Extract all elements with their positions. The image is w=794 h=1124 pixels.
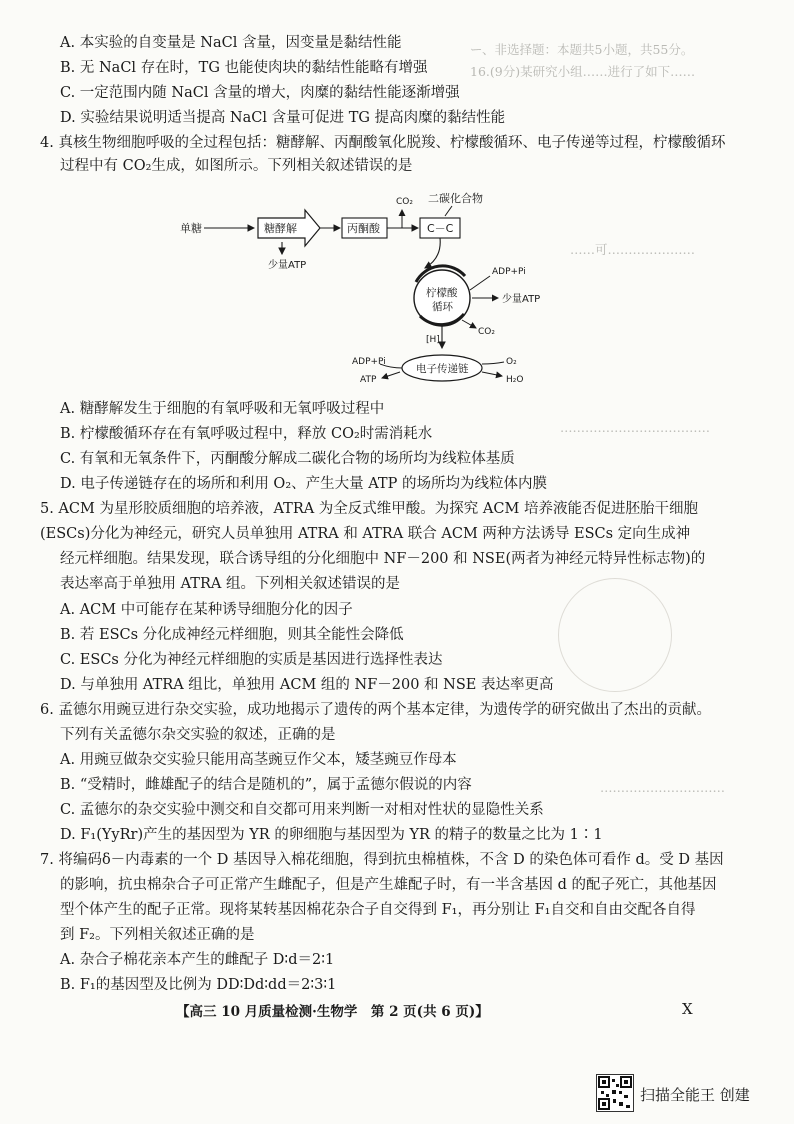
- option-line: C. 一定范围内随 NaCl 含量的增大，肉糜的黏结性能逐渐增强: [60, 85, 460, 101]
- question-stem: 5. ACM 为星形胶质细胞的培养液，ATRA 为全反式维甲酸。为探究 ACM 培养液能否促进胚胎干细胞: [40, 501, 698, 517]
- label-o2: O₂: [506, 357, 517, 367]
- option-line: B. 无 NaCl 存在时，TG 也能使肉块的黏结性能略有增强: [60, 60, 428, 76]
- bleed-through-text: …………………………: [600, 780, 725, 795]
- option-line: A. 本实验的自变量是 NaCl 含量，因变量是黏结性能: [60, 35, 402, 51]
- question-stem: 到 F₂。下列相关叙述正确的是: [60, 927, 255, 943]
- option-line: D. 与单独用 ATRA 组比，单独用 ACM 组的 NF－200 和 NSE 表达率更高: [60, 677, 554, 693]
- question-stem: 经元样细胞。结果发现，联合诱导组的分化细胞中 NF－200 和 NSE(两者为神经元特异性标志物)的: [60, 551, 706, 567]
- bleed-through-text: ……可…………………: [570, 242, 696, 257]
- label-small-atp-1: 少量ATP: [268, 260, 307, 271]
- label-h2o: H₂O: [506, 375, 524, 385]
- option-line: C. 有氧和无氧条件下，丙酮酸分解成二碳化合物的场所均为线粒体基质: [60, 451, 515, 467]
- bleed-through-text: ー、非选择题：本题共5小题，共55分。: [470, 42, 694, 57]
- label-c-c: C－C: [427, 222, 454, 235]
- label-co2-top: CO₂: [396, 197, 413, 207]
- option-line: A. 用豌豆做杂交实验只能用高茎豌豆作父本，矮茎豌豆作母本: [60, 752, 457, 768]
- option-line: C. ESCs 分化为神经元样细胞的实质是基因进行选择性表达: [60, 652, 443, 668]
- label-two-carbon-compound: 二碳化合物: [428, 192, 483, 205]
- question-stem: 7. 将编码δ－内毒素的一个 D 基因导入棉花细胞，得到抗虫棉植株，不含 D 的染色体可看作 d。受 D 基因: [40, 852, 724, 868]
- respiration-diagram: [180, 186, 580, 391]
- label-h: [H]: [426, 335, 440, 345]
- option-line: A. 糖酵解发生于细胞的有氧呼吸和无氧呼吸过程中: [60, 401, 385, 417]
- page-footer: 【高三 10 月质量检测·生物学 第 2 页(共 6 页)】: [176, 1004, 489, 1020]
- label-co2-mid: CO₂: [478, 327, 495, 337]
- label-small-atp-2: 少量ATP: [502, 294, 541, 305]
- label-citric-acid: 柠檬酸: [426, 287, 458, 299]
- option-line: D. 电子传递链存在的场所和利用 O₂、产生大量 ATP 的场所均为线粒体内膜: [60, 476, 547, 492]
- question-stem: 6. 孟德尔用豌豆进行杂交实验，成功地揭示了遗传的两个基本定律，为遗传学的研究做出了杰出的贡献。: [40, 702, 711, 718]
- label-glycolysis: 糖酵解: [264, 222, 297, 235]
- option-line: B. “受精时，雌雄配子的结合是随机的”，属于孟德尔假说的内容: [60, 777, 472, 793]
- label-cycle: 循环: [432, 301, 453, 313]
- scanner-brand-label: 扫描全能王 创建: [640, 1086, 750, 1104]
- option-line: A. 杂合子棉花亲本产生的雌配子 D∶d＝2∶1: [60, 952, 335, 968]
- option-line: B. 若 ESCs 分化成神经元样细胞，则其全能性会降低: [60, 627, 404, 643]
- bleed-through-text: 16.(9分)某研究小组……进行了如下……: [470, 64, 696, 79]
- question-stem: 表达率高于单独用 ATRA 组。下列相关叙述错误的是: [60, 576, 400, 592]
- label-atp: ATP: [360, 375, 377, 385]
- qr-code-icon: [596, 1074, 634, 1112]
- footer-mark: X: [682, 1000, 693, 1018]
- label-pyruvate: 丙酮酸: [347, 222, 380, 235]
- bleed-through-stamp: [558, 578, 672, 692]
- question-stem: 型个体产生的配子正常。现将某转基因棉花杂合子自交得到 F₁，再分别让 F₁自交和自由交配各自得: [60, 902, 696, 918]
- option-line: C. 孟德尔的杂交实验中测交和自交都可用来判断一对相对性状的显隐性关系: [60, 802, 544, 818]
- question-stem: 下列有关孟德尔杂交实验的叙述，正确的是: [60, 727, 336, 743]
- label-electron-transport-chain: 电子传递链: [416, 363, 469, 375]
- label-adp-pi-1: ADP+Pi: [492, 267, 526, 277]
- label-adp-pi-2: ADP+Pi: [352, 357, 386, 367]
- question-stem: 的影响，抗虫棉杂合子可正常产生雌配子，但是产生雄配子时，有一半含基因 d 的配子死亡，其他基因: [60, 877, 717, 893]
- option-line: A. ACM 中可能存在某种诱导细胞分化的因子: [60, 602, 353, 618]
- label-monosaccharide: 单糖: [180, 222, 202, 235]
- question-stem: (ESCs)分化为神经元，研究人员单独用 ATRA 和 ATRA 联合 ACM 两种方法诱导 ESCs 定向生成神: [40, 526, 691, 542]
- question-stem: 4. 真核生物细胞呼吸的全过程包括：糖酵解、丙酮酸氧化脱羧、柠檬酸循环、电子传递等过程，柠檬酸循环: [40, 135, 726, 151]
- bleed-through-text: ………………………………: [560, 420, 710, 435]
- question-stem: 过程中有 CO₂生成，如图所示。下列相关叙述错误的是: [60, 158, 413, 174]
- option-line: D. F₁(YyRr)产生的基因型为 YR 的卵细胞与基因型为 YR 的精子的数量之比为 1∶1: [60, 827, 603, 843]
- option-line: B. F₁的基因型及比例为 DD∶Dd∶dd＝2∶3∶1: [60, 977, 337, 993]
- option-line: B. 柠檬酸循环存在有氧呼吸过程中，释放 CO₂时需消耗水: [60, 426, 433, 442]
- option-line: D. 实验结果说明适当提高 NaCl 含量可促进 TG 提高肉糜的黏结性能: [60, 110, 506, 126]
